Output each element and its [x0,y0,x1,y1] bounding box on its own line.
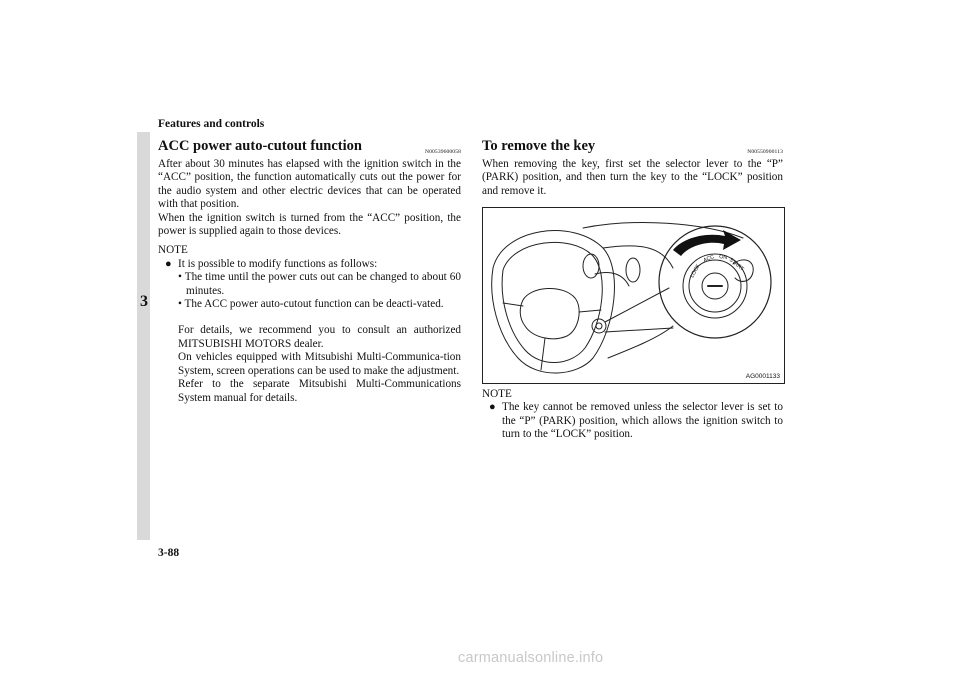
sub-item: • The time until the power cuts out can be changed to about 60 minutes. [178,271,461,297]
section-title: To remove the key [482,138,596,154]
switch-label-lock: LOCK [689,263,702,279]
ignition-illustration [483,208,784,383]
section-heading-acc [158,140,461,158]
steering-wheel [492,231,615,373]
detail-paragraph: On vehicles equipped with Mitsubishi Multi-Communica-tion System, screen operations can be used to make the adjustment. [178,351,461,377]
sub-item: • The ACC power auto-cutout function can be deacti-vated. [178,298,444,311]
paragraph: When the ignition switch is turned from the “ACC” position, the power is supplied again to those devices. [158,211,461,238]
detail-paragraph: For details, we recommend you to consult an authorized MITSUBISHI MOTORS dealer. [178,324,461,350]
ignition-switch [592,319,606,333]
zoom-circle [659,226,771,338]
page-header-title: Features and controls [158,118,265,130]
note-bullet [158,258,461,271]
note-label: NOTE [158,244,188,257]
chapter-tab-number: 3 [140,293,148,310]
bullet-dot-icon: ● [489,401,496,414]
note-label: NOTE [482,388,512,400]
watermark: carmanualsonline.info [458,650,604,666]
gauge [626,258,640,282]
note-bullet-text: It is possible to modify functions as follows: [178,257,378,270]
note-bullet [482,401,783,441]
left-column [158,140,461,405]
page-number: 3-88 [158,547,180,559]
gauge [583,254,599,278]
section-code: N00539600058 [424,149,461,155]
chapter-tab [137,132,150,540]
ignition-key-figure [482,207,785,384]
right-note [482,388,783,442]
switch-label-start: START [727,256,745,273]
section-code: N00550900113 [747,149,783,155]
right-column [482,140,783,198]
figure-label: AG0001133 [745,373,780,380]
note-bullet-text: The key cannot be removed unless the selector lever is set to the “P” (PARK) position, which allows the ignition switch to turn to the “LOCK” position. [502,401,783,441]
detail-paragraph: Refer to the separate Mitsubishi Multi-Communications System manual for details. [178,378,461,404]
bullet-dot-icon: ● [165,257,172,270]
steering-hub [520,288,579,338]
paragraph: After about 30 minutes has elapsed with the ignition switch in the “ACC” position, the function automatically cuts out the power for the audio system and other electric devices that can be operated with that position. [158,158,461,211]
section-title: ACC power auto-cutout function [158,138,362,154]
switch-label-acc: ACC [702,254,716,264]
section-heading-remove-key [482,140,783,158]
switch-label-on: ON [718,254,728,262]
paragraph: When removing the key, first set the selector lever to the “P” (PARK) position, and then turn the key to the “LOCK” position and remove it. [482,158,783,197]
